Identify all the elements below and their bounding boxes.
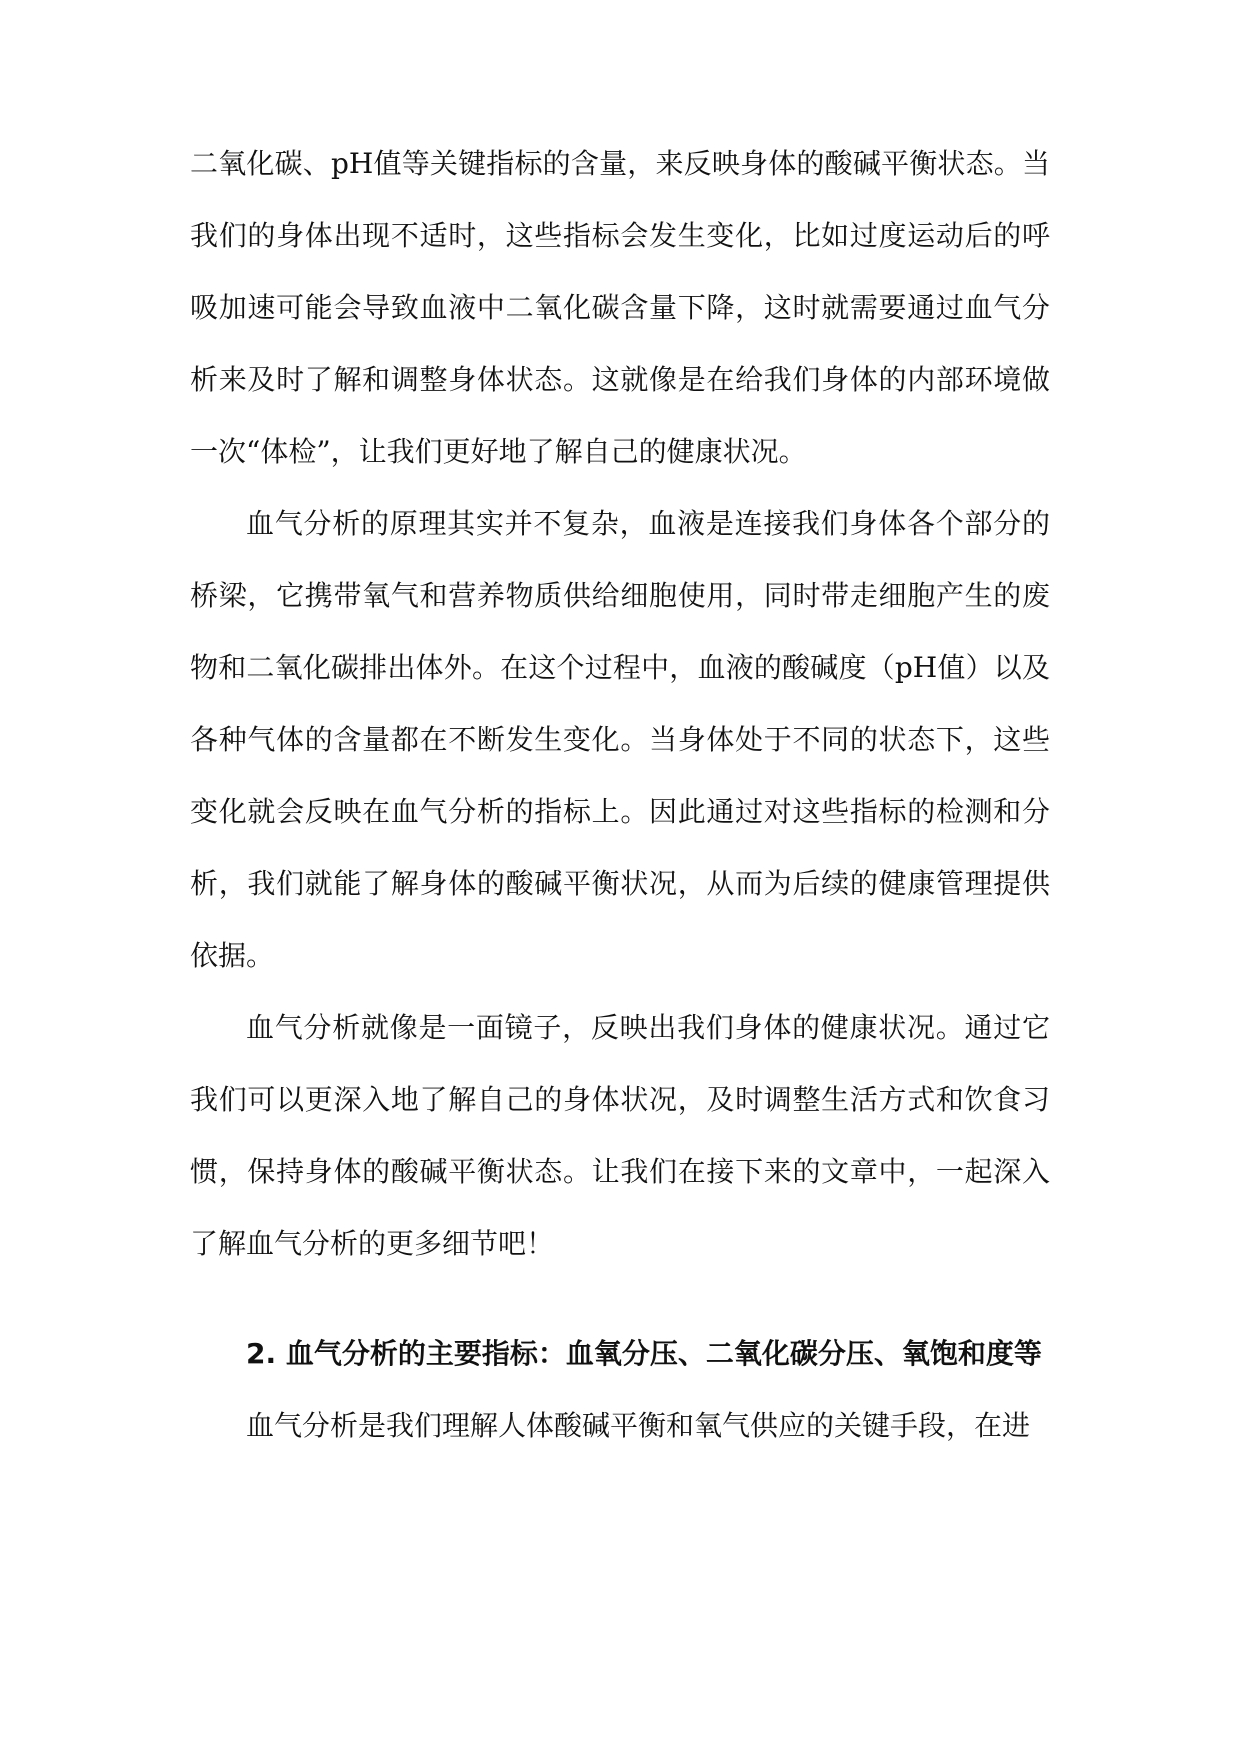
paragraph-principle: 血气分析的原理其实并不复杂，血液是连接我们身体各个部分的桥梁，它携带氧气和营养物质供给细胞使用，同时带走细胞产生的废物和二氧化碳排出体外。在这个过程中，血液的酸碱度（pH值）以及各种气体的含量都在不断发生变化。当身体处于不同的状态下，这些变化就会反映在血气分析的指标上。因此通过对这些指标的检测和分析，我们就能了解身体的酸碱平衡状况，从而为后续的健康管理提供依据。 xyxy=(190,507,1050,972)
paragraph-continuation: 二氧化碳、pH值等关键指标的含量，来反映身体的酸碱平衡状态。当我们的身体出现不适时，这些指标会发生变化，比如过度运动后的呼吸加速可能会导致血液中二氧化碳含量下降，这时就需要通过血气分析来及时了解和调整身体状态。这就像是在给我们身体的内部环境做一次“体检”，让我们更好地了解自己的健康状况。 xyxy=(190,147,1050,468)
paragraph-intro-indicators: 血气分析是我们理解人体酸碱平衡和氧气供应的关键手段，在进 xyxy=(246,1409,1031,1442)
paragraph-mirror: 血气分析就像是一面镜子，反映出我们身体的健康状况。通过它我们可以更深入地了解自己的身体状况，及时调整生活方式和饮食习惯，保持身体的酸碱平衡状态。让我们在接下来的文章中，一起深入了解血气分析的更多细节吧！ xyxy=(190,1011,1050,1260)
section-heading: 2. 血气分析的主要指标：血氧分压、二氧化碳分压、氧饱和度等 xyxy=(246,1337,1042,1370)
document-body xyxy=(190,128,1050,1462)
